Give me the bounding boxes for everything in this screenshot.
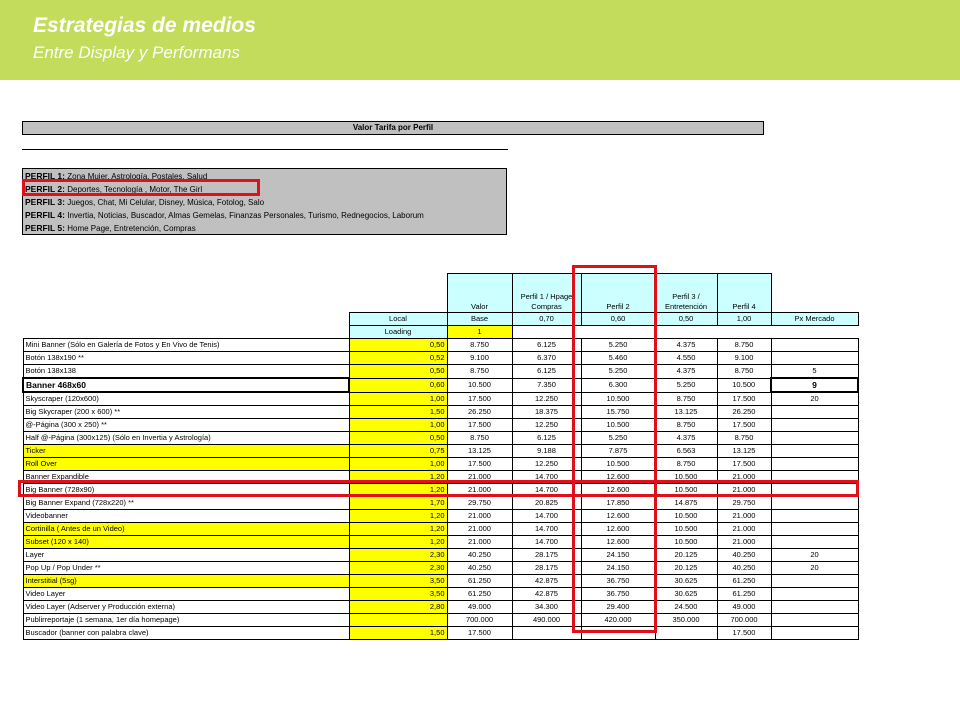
row-local: 0,75 xyxy=(349,445,447,458)
row-local: 1,20 xyxy=(349,510,447,523)
row-perfil-2: 15.750 xyxy=(581,406,655,419)
row-name: Subset (120 x 140) xyxy=(23,536,349,549)
row-perfil-4: 21.000 xyxy=(717,484,771,497)
row-name: Banner Expandible xyxy=(23,471,349,484)
subheader-p1: 0,70 xyxy=(512,313,581,326)
row-perfil-3: 30.625 xyxy=(655,588,717,601)
table-row xyxy=(23,627,858,640)
row-local: 1,50 xyxy=(349,627,447,640)
row-local: 0,50 xyxy=(349,432,447,445)
row-px-mercado xyxy=(771,510,858,523)
row-base: 700.000 xyxy=(447,614,512,627)
row-perfil-4: 10.500 xyxy=(717,378,771,392)
table-row xyxy=(23,419,858,432)
profile-label: PERFIL 5: xyxy=(25,223,65,233)
row-perfil-4: 26.250 xyxy=(717,406,771,419)
row-perfil-4: 21.000 xyxy=(717,471,771,484)
row-perfil-3: 8.750 xyxy=(655,458,717,471)
row-name: Cortinilla ( Antes de un Video) xyxy=(23,523,349,536)
row-perfil-2: 17.850 xyxy=(581,497,655,510)
row-px-mercado xyxy=(771,614,858,627)
row-base: 61.250 xyxy=(447,575,512,588)
row-base: 40.250 xyxy=(447,562,512,575)
row-perfil-3: 10.500 xyxy=(655,510,717,523)
profile-label: PERFIL 2: xyxy=(25,184,65,194)
row-base: 26.250 xyxy=(447,406,512,419)
empty-cell xyxy=(349,274,447,313)
row-px-mercado xyxy=(771,339,858,352)
row-px-mercado xyxy=(771,536,858,549)
table-row xyxy=(23,378,858,392)
subheader-p3: 0,50 xyxy=(655,313,717,326)
row-perfil-3: 10.500 xyxy=(655,523,717,536)
subheader-px-mercado: Px Mercado xyxy=(771,313,858,326)
row-perfil-2: 24.150 xyxy=(581,549,655,562)
row-local: 1,20 xyxy=(349,536,447,549)
row-perfil-4: 17.500 xyxy=(717,458,771,471)
row-px-mercado xyxy=(771,445,858,458)
row-local: 3,50 xyxy=(349,575,447,588)
row-perfil-2: 12.600 xyxy=(581,484,655,497)
table-row xyxy=(23,523,858,536)
row-name: Videobanner xyxy=(23,510,349,523)
row-perfil-2: 7.875 xyxy=(581,445,655,458)
empty-cell xyxy=(771,326,858,339)
table-loading-row xyxy=(23,326,858,339)
row-base: 21.000 xyxy=(447,484,512,497)
highlight-perfil-2-label xyxy=(22,179,260,196)
profile-text: Juegos, Chat, Mi Celular, Disney, Música, Fotolog, Salo xyxy=(67,198,265,207)
row-perfil-1: 42.875 xyxy=(512,575,581,588)
table-row xyxy=(23,601,858,614)
row-perfil-4: 17.500 xyxy=(717,419,771,432)
row-perfil-2: 36.750 xyxy=(581,575,655,588)
row-px-mercado xyxy=(771,406,858,419)
table-row xyxy=(23,575,858,588)
row-perfil-1: 42.875 xyxy=(512,588,581,601)
row-perfil-4: 8.750 xyxy=(717,339,771,352)
tarifa-title-bar: Valor Tarifa por Perfil xyxy=(22,121,764,135)
row-perfil-4: 40.250 xyxy=(717,562,771,575)
row-perfil-2: 24.150 xyxy=(581,562,655,575)
header-band xyxy=(0,0,960,80)
row-base: 49.000 xyxy=(447,601,512,614)
row-local: 2,80 xyxy=(349,601,447,614)
page-subtitle: Entre Display y Performans xyxy=(33,43,240,62)
row-base: 8.750 xyxy=(447,432,512,445)
row-base: 8.750 xyxy=(447,365,512,379)
table-header-row xyxy=(23,274,858,313)
profile-row xyxy=(25,196,506,209)
row-perfil-2: 12.600 xyxy=(581,510,655,523)
row-base: 17.500 xyxy=(447,458,512,471)
table-row xyxy=(23,510,858,523)
row-perfil-1: 14.700 xyxy=(512,484,581,497)
row-name: Banner 468x60 xyxy=(23,378,349,392)
row-perfil-1: 12.250 xyxy=(512,392,581,406)
table-row xyxy=(23,497,858,510)
table-row xyxy=(23,614,858,627)
profile-label: PERFIL 1: xyxy=(25,171,65,181)
row-name: Skyscraper (120x600) xyxy=(23,392,349,406)
row-perfil-2: 10.500 xyxy=(581,419,655,432)
row-perfil-3: 6.563 xyxy=(655,445,717,458)
row-name: Layer xyxy=(23,549,349,562)
row-px-mercado: 20 xyxy=(771,562,858,575)
table-row xyxy=(23,339,858,352)
table-row xyxy=(23,365,858,379)
empty-cell xyxy=(655,326,717,339)
row-px-mercado xyxy=(771,601,858,614)
row-perfil-3: 10.500 xyxy=(655,536,717,549)
table-row xyxy=(23,549,858,562)
column-header-perfil-4: Perfil 4 xyxy=(717,274,771,313)
row-px-mercado xyxy=(771,458,858,471)
table-row xyxy=(23,432,858,445)
row-perfil-1: 14.700 xyxy=(512,471,581,484)
row-name: Half @-Página (300x125) (Sólo en Invertia y Astrología) xyxy=(23,432,349,445)
empty-cell xyxy=(512,326,581,339)
empty-cell xyxy=(23,313,349,326)
loading-value: 1 xyxy=(447,326,512,339)
row-local: 1,20 xyxy=(349,484,447,497)
row-name: Video Layer xyxy=(23,588,349,601)
row-local: 2,30 xyxy=(349,549,447,562)
row-perfil-2: 12.600 xyxy=(581,536,655,549)
row-name: Big Banner (728x90) xyxy=(23,484,349,497)
row-local: 0,50 xyxy=(349,339,447,352)
row-base: 9.100 xyxy=(447,352,512,365)
row-perfil-1: 28.175 xyxy=(512,562,581,575)
row-perfil-1: 7.350 xyxy=(512,378,581,392)
row-local: 0,60 xyxy=(349,378,447,392)
row-name: Mini Banner (Sólo en Galería de Fotos y En Vivo de Tenis) xyxy=(23,339,349,352)
row-perfil-1: 9.188 xyxy=(512,445,581,458)
row-px-mercado xyxy=(771,627,858,640)
row-base: 21.000 xyxy=(447,536,512,549)
row-perfil-1: 6.370 xyxy=(512,352,581,365)
table-row xyxy=(23,445,858,458)
row-perfil-2: 10.500 xyxy=(581,392,655,406)
row-local: 1,00 xyxy=(349,419,447,432)
table-row xyxy=(23,562,858,575)
row-perfil-4: 61.250 xyxy=(717,588,771,601)
row-perfil-1: 18.375 xyxy=(512,406,581,419)
column-header-perfil-2: Perfil 2 xyxy=(581,274,655,313)
row-perfil-3: 4.375 xyxy=(655,365,717,379)
row-perfil-4: 21.000 xyxy=(717,510,771,523)
row-perfil-4: 49.000 xyxy=(717,601,771,614)
row-px-mercado xyxy=(771,419,858,432)
row-name: Video Layer (Adserver y Producción externa) xyxy=(23,601,349,614)
row-base: 8.750 xyxy=(447,339,512,352)
row-px-mercado xyxy=(771,432,858,445)
row-px-mercado xyxy=(771,352,858,365)
row-perfil-2: 12.600 xyxy=(581,523,655,536)
rates-table xyxy=(22,273,859,640)
row-perfil-2: 420.000 xyxy=(581,614,655,627)
table-row xyxy=(23,392,858,406)
row-local: 1,20 xyxy=(349,471,447,484)
row-perfil-2: 29.400 xyxy=(581,601,655,614)
row-local: 1,50 xyxy=(349,406,447,419)
row-local: 1,70 xyxy=(349,497,447,510)
row-perfil-4: 8.750 xyxy=(717,365,771,379)
row-local: 3,50 xyxy=(349,588,447,601)
profile-row xyxy=(25,209,506,222)
row-base: 21.000 xyxy=(447,523,512,536)
profile-text: Invertia, Noticias, Buscador, Almas Gemelas, Finanzas Personales, Turismo, Rednegocios, Laborum xyxy=(67,211,424,220)
row-name: Buscador (banner con palabra clave) xyxy=(23,627,349,640)
row-perfil-4: 9.100 xyxy=(717,352,771,365)
table-row xyxy=(23,352,858,365)
row-name: Interstitial (5sg) xyxy=(23,575,349,588)
row-perfil-1 xyxy=(512,627,581,640)
row-name: Pop Up / Pop Under ** xyxy=(23,562,349,575)
row-px-mercado: 20 xyxy=(771,392,858,406)
row-base: 29.750 xyxy=(447,497,512,510)
empty-cell xyxy=(717,326,771,339)
row-px-mercado: 5 xyxy=(771,365,858,379)
row-px-mercado xyxy=(771,497,858,510)
row-perfil-3: 20.125 xyxy=(655,562,717,575)
row-perfil-1: 6.125 xyxy=(512,432,581,445)
row-perfil-3: 10.500 xyxy=(655,471,717,484)
profile-text: Deportes, Tecnología , Motor, The Girl xyxy=(67,185,203,194)
row-local: 1,00 xyxy=(349,392,447,406)
subheader-base: Base xyxy=(447,313,512,326)
row-perfil-3: 4.375 xyxy=(655,432,717,445)
row-base: 13.125 xyxy=(447,445,512,458)
row-perfil-4: 17.500 xyxy=(717,627,771,640)
row-perfil-1: 490.000 xyxy=(512,614,581,627)
row-name: @-Página (300 x 250) ** xyxy=(23,419,349,432)
row-perfil-4: 17.500 xyxy=(717,392,771,406)
column-header-perfil-3: Perfil 3 / Entretención xyxy=(655,274,717,313)
row-perfil-3: 13.125 xyxy=(655,406,717,419)
row-base: 10.500 xyxy=(447,378,512,392)
row-perfil-1: 6.125 xyxy=(512,339,581,352)
row-px-mercado: 20 xyxy=(771,549,858,562)
profile-label: PERFIL 3: xyxy=(25,197,65,207)
row-perfil-2: 10.500 xyxy=(581,458,655,471)
row-name: Botón 138x190 ** xyxy=(23,352,349,365)
row-perfil-1: 34.300 xyxy=(512,601,581,614)
row-perfil-3: 5.250 xyxy=(655,378,717,392)
row-perfil-1: 6.125 xyxy=(512,365,581,379)
empty-cell xyxy=(771,274,858,313)
row-perfil-4: 40.250 xyxy=(717,549,771,562)
table-row xyxy=(23,536,858,549)
row-perfil-4: 8.750 xyxy=(717,432,771,445)
row-perfil-3: 14.875 xyxy=(655,497,717,510)
row-perfil-4: 21.000 xyxy=(717,523,771,536)
row-perfil-4: 700.000 xyxy=(717,614,771,627)
profile-text: Zona Mujer, Astrología, Postales, Salud xyxy=(67,172,208,181)
row-perfil-3: 20.125 xyxy=(655,549,717,562)
profile-row xyxy=(25,222,506,235)
subheader-p4: 1,00 xyxy=(717,313,771,326)
row-perfil-2: 6.300 xyxy=(581,378,655,392)
subheader-p2: 0,60 xyxy=(581,313,655,326)
row-local: 1,00 xyxy=(349,458,447,471)
profile-text: Home Page, Entretención, Compras xyxy=(67,224,196,233)
column-header-perfil-1: Perfil 1 / Hpage Compras xyxy=(512,274,581,313)
column-header-valor: Valor xyxy=(447,274,512,313)
row-perfil-3 xyxy=(655,627,717,640)
row-name: Ticker xyxy=(23,445,349,458)
table-subheader-row xyxy=(23,313,858,326)
row-name: Big Banner Expand (728x220) ** xyxy=(23,497,349,510)
row-name: Botón 138x138 xyxy=(23,365,349,379)
row-perfil-3: 24.500 xyxy=(655,601,717,614)
row-perfil-3: 350.000 xyxy=(655,614,717,627)
row-perfil-2: 5.250 xyxy=(581,432,655,445)
row-perfil-4: 61.250 xyxy=(717,575,771,588)
page-title: Estrategias de medios xyxy=(33,14,256,37)
row-local: 0,50 xyxy=(349,365,447,379)
empty-cell xyxy=(23,326,349,339)
row-base: 17.500 xyxy=(447,392,512,406)
row-perfil-2: 5.250 xyxy=(581,365,655,379)
row-base: 17.500 xyxy=(447,627,512,640)
loading-label: Loading xyxy=(349,326,447,339)
row-perfil-1: 12.250 xyxy=(512,419,581,432)
row-perfil-2: 12.600 xyxy=(581,471,655,484)
row-perfil-4: 29.750 xyxy=(717,497,771,510)
row-perfil-2: 5.250 xyxy=(581,339,655,352)
row-base: 21.000 xyxy=(447,471,512,484)
row-perfil-3: 8.750 xyxy=(655,392,717,406)
row-local: 1,20 xyxy=(349,523,447,536)
separator-line xyxy=(22,149,508,150)
row-perfil-4: 21.000 xyxy=(717,536,771,549)
row-base: 40.250 xyxy=(447,549,512,562)
row-perfil-3: 8.750 xyxy=(655,419,717,432)
highlight-perfil-2-column xyxy=(572,265,657,633)
row-name: Publirreportaje (1 semana, 1er día homepage) xyxy=(23,614,349,627)
row-perfil-1: 14.700 xyxy=(512,510,581,523)
highlight-big-banner-row xyxy=(18,480,859,497)
row-px-mercado xyxy=(771,523,858,536)
row-perfil-2: 5.460 xyxy=(581,352,655,365)
row-perfil-1: 12.250 xyxy=(512,458,581,471)
row-base: 61.250 xyxy=(447,588,512,601)
row-px-mercado: 9 xyxy=(771,378,858,392)
row-perfil-3: 4.550 xyxy=(655,352,717,365)
row-perfil-1: 14.700 xyxy=(512,536,581,549)
profile-label: PERFIL 4: xyxy=(25,210,65,220)
row-perfil-3: 4.375 xyxy=(655,339,717,352)
row-px-mercado xyxy=(771,575,858,588)
row-px-mercado xyxy=(771,588,858,601)
table-row xyxy=(23,406,858,419)
row-perfil-2: 36.750 xyxy=(581,588,655,601)
row-perfil-3: 30.625 xyxy=(655,575,717,588)
row-perfil-1: 20.825 xyxy=(512,497,581,510)
row-base: 21.000 xyxy=(447,510,512,523)
row-local: 2,30 xyxy=(349,562,447,575)
row-local: 0,52 xyxy=(349,352,447,365)
row-name: Big Skycraper (200 x 600) ** xyxy=(23,406,349,419)
empty-cell xyxy=(23,274,349,313)
subheader-local: Local xyxy=(349,313,447,326)
row-local xyxy=(349,614,447,627)
row-base: 17.500 xyxy=(447,419,512,432)
table-row xyxy=(23,458,858,471)
row-perfil-4: 13.125 xyxy=(717,445,771,458)
table-row xyxy=(23,588,858,601)
row-perfil-1: 28.175 xyxy=(512,549,581,562)
row-perfil-3: 10.500 xyxy=(655,484,717,497)
row-perfil-1: 14.700 xyxy=(512,523,581,536)
row-name: Roll Over xyxy=(23,458,349,471)
